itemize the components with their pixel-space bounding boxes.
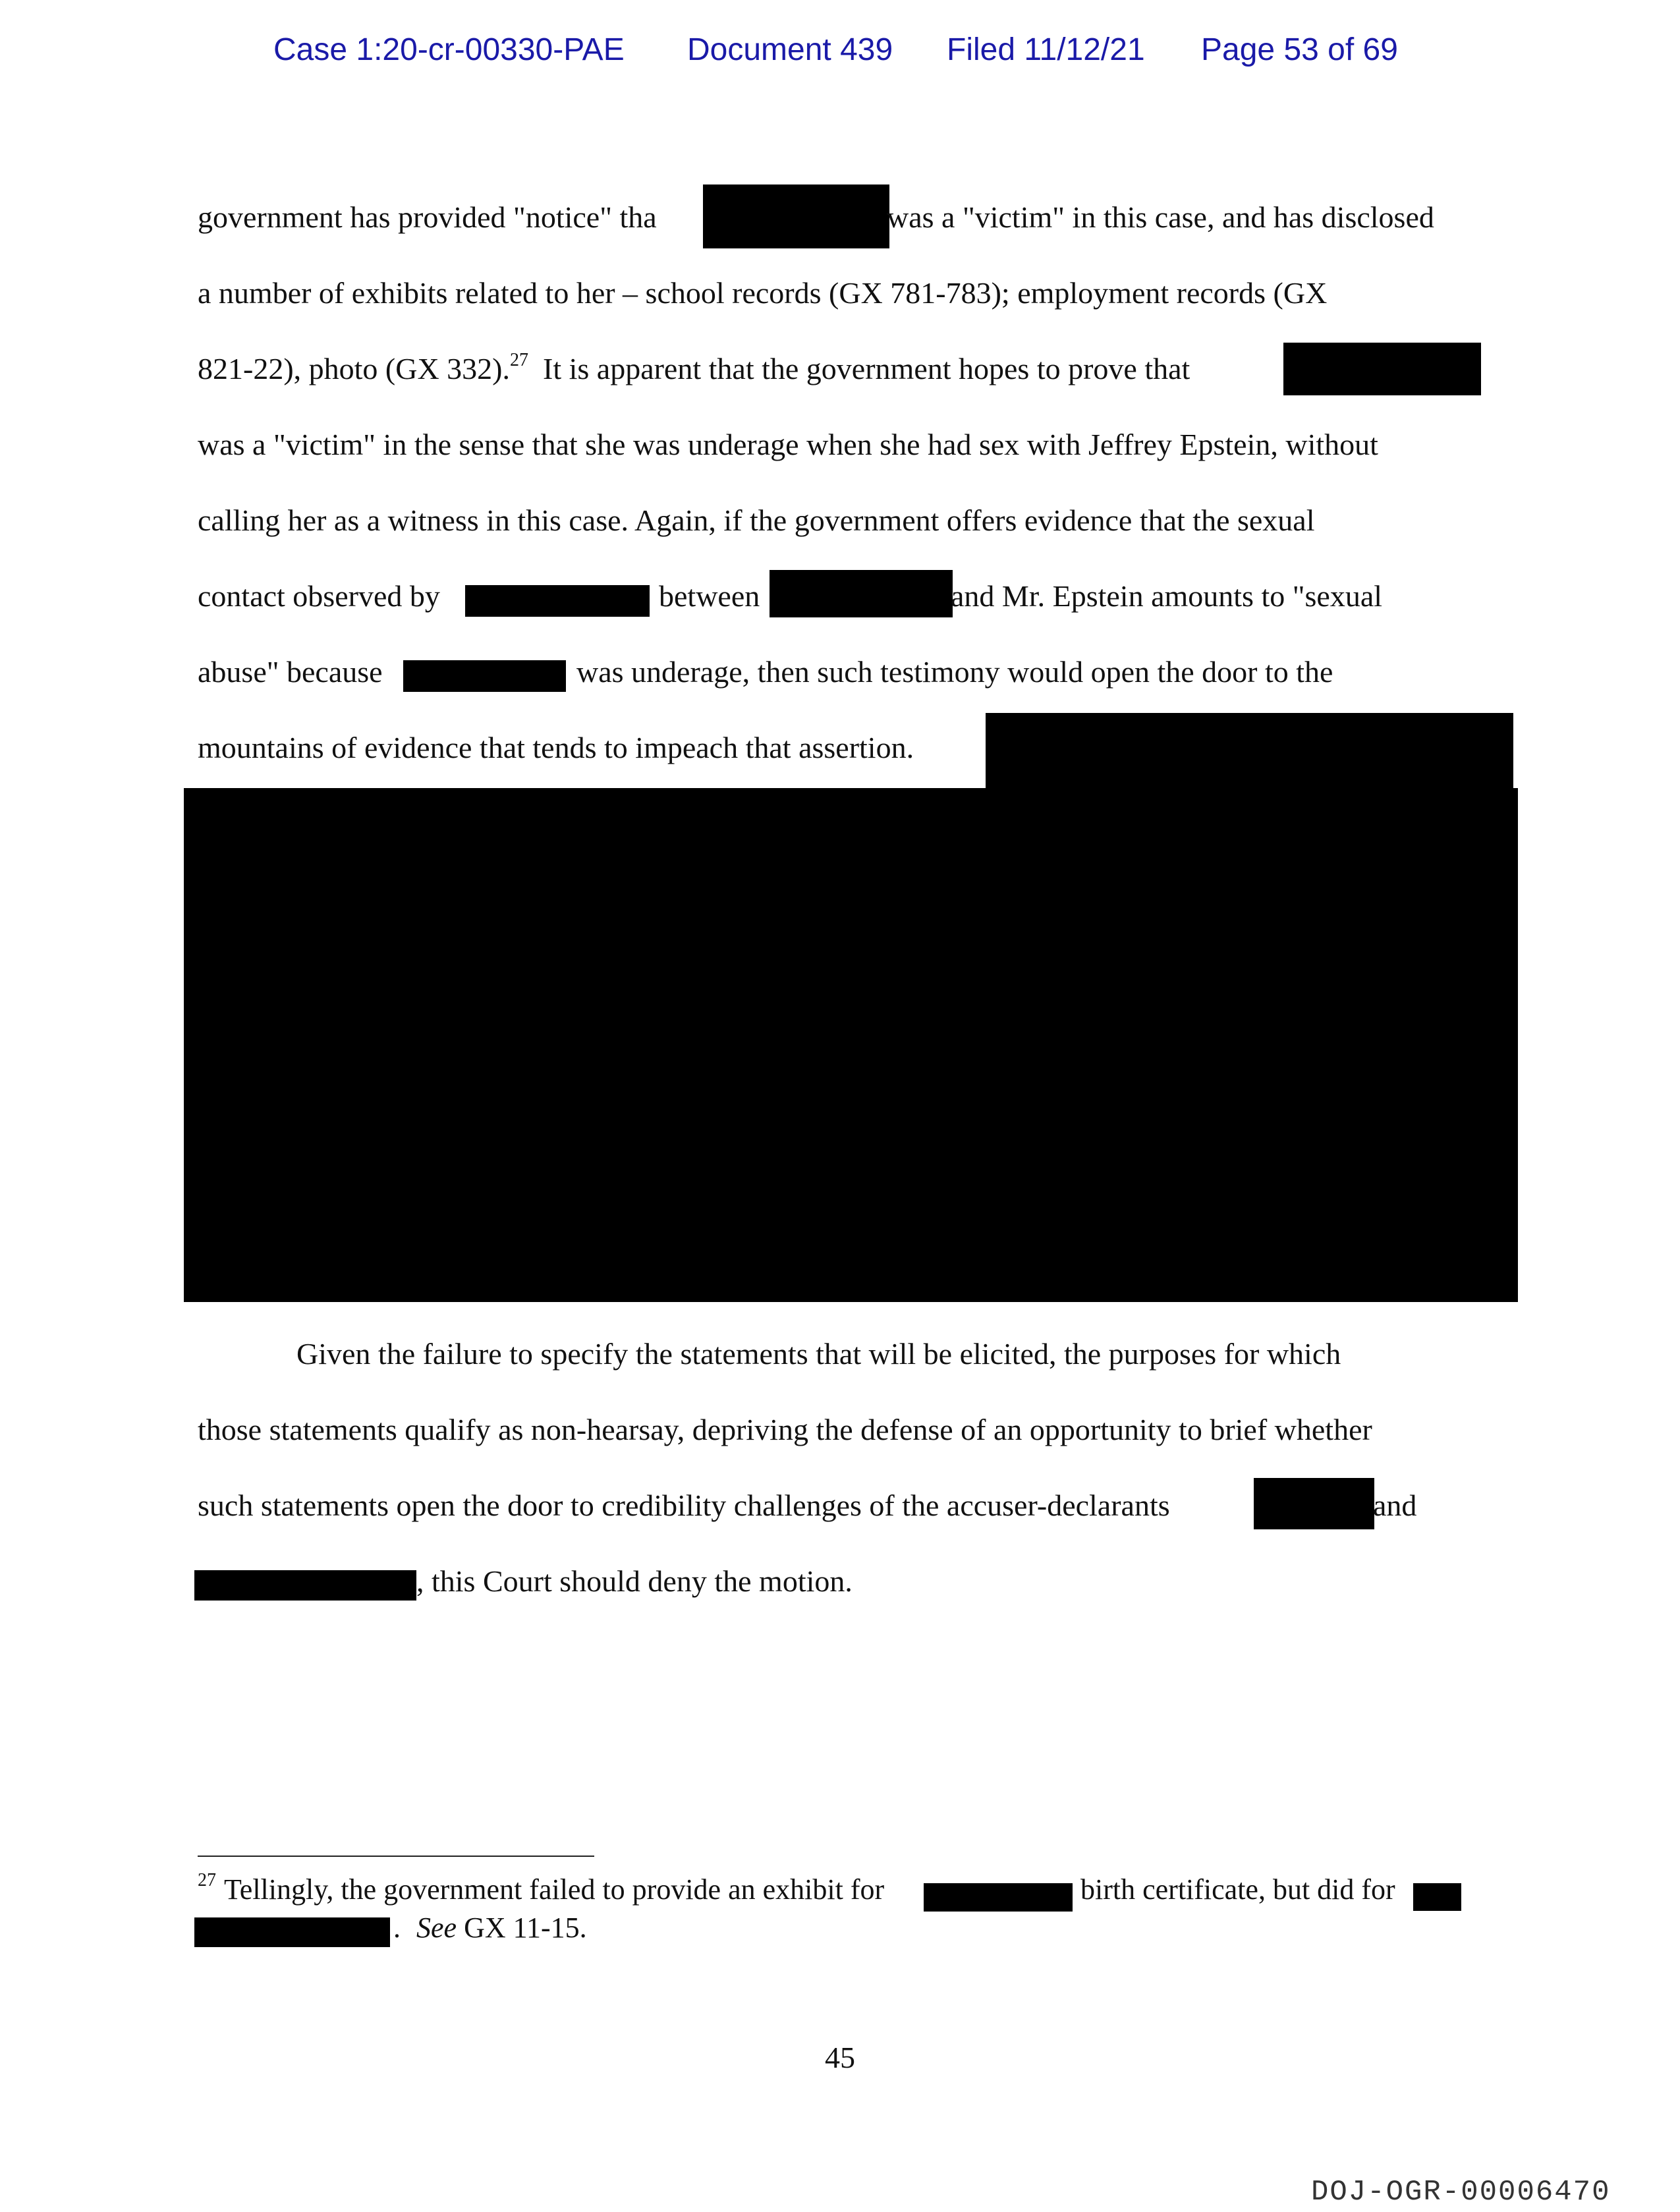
redaction-box — [194, 1917, 390, 1947]
body-line-8: mountains of evidence that tends to impeach that assertion. — [198, 731, 914, 764]
footnote-number: 27 — [198, 1870, 216, 1890]
body-line-11: such statements open the door to credibility challenges of the accuser-declarants — [198, 1489, 1170, 1522]
redaction-block — [184, 788, 1518, 1302]
redaction-box — [924, 1883, 1073, 1912]
redaction-box — [1254, 1478, 1374, 1529]
body-line-6-cont: and Mr. Epstein amounts to "sexual — [951, 579, 1383, 613]
body-line-11-cont: and — [1373, 1489, 1417, 1522]
body-line-7-cont: was underage, then such testimony would open the door to the — [576, 655, 1333, 689]
redaction-box — [465, 585, 650, 617]
body-line-5: calling her as a witness in this case. Again, if the government offers evidence that the sexual — [198, 503, 1315, 537]
body-line-10: those statements qualify as non-hearsay, depriving the defense of an opportunity to brief whether — [198, 1413, 1372, 1446]
body-line-9: Given the failure to specify the statements that will be elicited, the purposes for which — [296, 1337, 1341, 1371]
page-number: 45 — [825, 2041, 855, 2074]
body-line-6: contact observed by — [198, 579, 440, 613]
footnote-line-1-cont: birth certificate, but did for — [1080, 1873, 1395, 1906]
ecf-header — [0, 26, 1680, 72]
redaction-box — [986, 713, 1513, 789]
footnote-line-2: . See GX 11-15. — [393, 1912, 587, 1944]
body-line-1: government has provided "notice" tha — [198, 200, 657, 234]
footnote-ref: 27 — [510, 350, 528, 370]
redaction-box — [1283, 343, 1481, 395]
body-line-4: was a "victim" in the sense that she was underage when she had sex with Jeffrey Epstein, without — [198, 428, 1378, 461]
case-number: Case 1:20-cr-00330-PAE — [273, 32, 625, 67]
body-line-2: a number of exhibits related to her – school records (GX 781-783); employment records (GX — [198, 276, 1328, 310]
redaction-box — [703, 184, 889, 248]
footnote-line-1: $^{27}$ Tellingly, the government failed to provide an exhibit for — [198, 1870, 885, 1906]
body-line-3: 821-22), photo (GX 332).$^{27}$ It is apparent that the government hopes to prove that — [198, 350, 1190, 385]
bates-number: DOJ-OGR-00006470 — [1311, 2176, 1611, 2209]
page-of-pages: Page 53 of 69 — [1201, 32, 1398, 67]
document-number: Document 439 — [687, 32, 893, 67]
redaction-box — [403, 660, 566, 692]
body-line-1-cont: was a "victim" in this case, and has disclosed — [887, 200, 1434, 234]
body-line-12: , this Court should deny the motion. — [416, 1564, 853, 1598]
body-line-6-between: between — [659, 579, 760, 613]
filed-date: Filed 11/12/21 — [947, 32, 1145, 67]
redaction-box — [770, 570, 953, 617]
body-line-7: abuse" because — [198, 655, 383, 689]
footnote-separator — [198, 1856, 594, 1857]
redaction-box — [1413, 1883, 1461, 1911]
redaction-box — [194, 1570, 416, 1601]
